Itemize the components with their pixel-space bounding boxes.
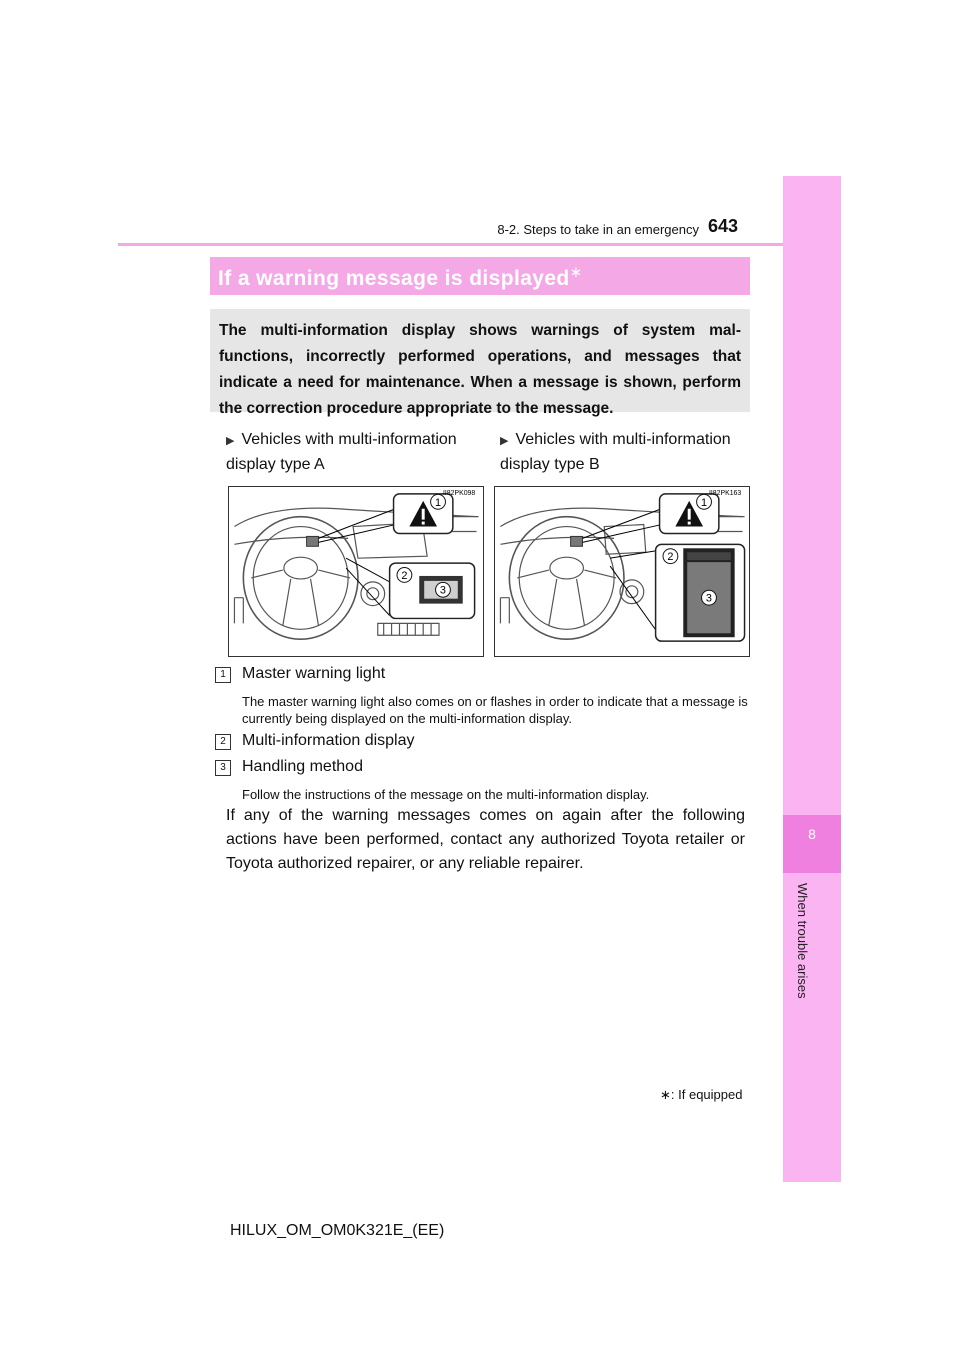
item-3-number: 3 xyxy=(215,760,231,776)
if-equipped-mark: ∗ xyxy=(569,264,583,281)
figure-code-b: II82PK163 xyxy=(708,489,742,497)
item-2-title: Multi-information display xyxy=(242,732,415,749)
illustration-type-a xyxy=(228,486,484,657)
footnote-text: : If equipped xyxy=(670,1087,743,1102)
body-paragraph: If any of the warning messages comes on again after the following actions have been performed, contact any authorized Toyota retailer or Toyota authorized repairer, or any reliable repairer. xyxy=(226,807,745,872)
item-1-description: The master warning light also comes on or flashes in order to indicate that a message is currently being displayed on the multi-information display. xyxy=(242,694,748,726)
chapter-number: 8 xyxy=(808,826,816,842)
callout-2: 2 xyxy=(401,569,408,582)
page-title-text: If a warning message is displayed xyxy=(218,267,570,290)
callout-2: 2 xyxy=(667,551,674,564)
chapter-name: When trouble arises xyxy=(795,883,810,999)
footnote xyxy=(660,1087,742,1103)
chapter-side-tab xyxy=(783,176,841,1182)
item-1-title: Master warning light xyxy=(242,665,386,682)
section-title: 8-2. Steps to take in an emergency xyxy=(497,222,699,237)
dashboard-illustration-a xyxy=(229,487,483,656)
arrow-right-icon: ▶ xyxy=(226,435,235,447)
page-title xyxy=(210,257,750,295)
item-2-number: 2 xyxy=(215,734,231,750)
callout-1: 1 xyxy=(435,496,442,509)
callout-1: 1 xyxy=(701,496,708,509)
vehicle-label-a-text: Vehicles with multi-information display type A xyxy=(226,431,457,473)
callout-3: 3 xyxy=(705,592,712,605)
header-rule xyxy=(118,243,840,246)
dashboard-illustration-b xyxy=(495,487,749,656)
footnote-mark: ∗ xyxy=(660,1087,671,1102)
vehicle-label-a xyxy=(226,428,486,477)
document-code: HILUX_OM_OM0K321E_(EE) xyxy=(230,1222,445,1239)
intro-box: The multi-information display shows warnings of system mal-functions, incorrectly performed operations, and messages that indicate a need for maintenance. When a message is shown, perform the correction procedure appropriate to the message. xyxy=(210,309,750,412)
item-3-title: Handling method xyxy=(242,758,363,775)
callout-3: 3 xyxy=(439,584,446,597)
chapter-number-tab xyxy=(783,815,841,873)
arrow-right-icon: ▶ xyxy=(500,435,509,447)
page-number: 643 xyxy=(708,216,739,236)
figure-code-a: II82PK098 xyxy=(442,489,476,497)
item-1-number: 1 xyxy=(215,667,231,683)
illustration-type-b xyxy=(494,486,750,657)
vehicle-label-b-text: Vehicles with multi-information display type B xyxy=(500,431,731,473)
vehicle-label-b xyxy=(500,428,760,477)
item-3-description: Follow the instructions of the message on the multi-information display. xyxy=(242,787,650,802)
